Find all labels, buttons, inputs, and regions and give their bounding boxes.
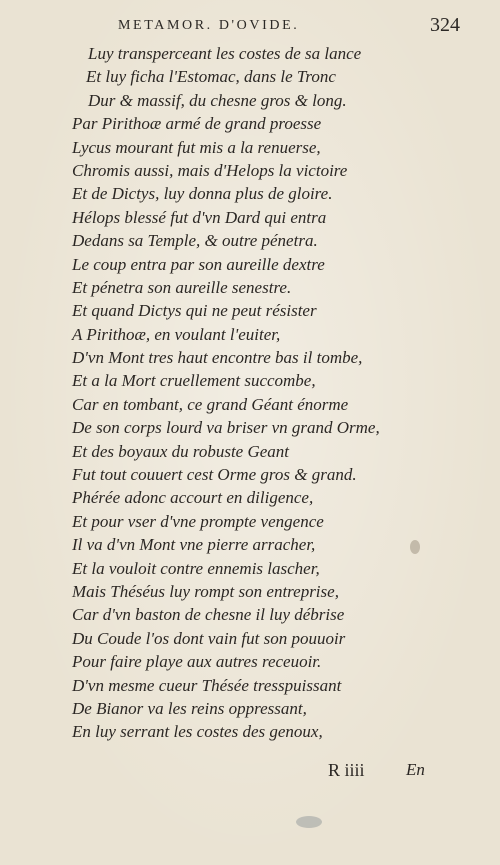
verse-line: Le coup entra par son aureille dextre [72,254,325,274]
verse-line: Dedans sa Temple, & outre pénetra. [72,231,318,251]
verse-line: Et pour vser d'vne prompte vengence [72,511,324,531]
verse-line: Et luy ficha l'Estomac, dans le Tronc [86,67,336,87]
verse-line: Et a la Mort cruellement succombe, [72,371,316,391]
verse-line: D'vn Mont tres haut encontre bas il tombe, [72,348,363,368]
verse-line: Chromis aussi, mais d'Helops la victoire [72,160,348,180]
verse-line: Et des boyaux du robuste Geant [72,441,290,461]
verse-line: Car en tombant, ce grand Géant énorme [72,394,349,414]
verse-line: Et la vouloit contre ennemis lascher, [72,558,320,578]
verse-block [0,42,500,744]
verse-line: Et de Dictys, luy donna plus de gloire. [72,184,333,204]
verse-line: Et quand Dictys qui ne peut résister [72,301,317,321]
page-number: 324 [430,14,460,36]
verse-line: Fut tout couuert cest Orme gros & grand. [72,465,357,485]
verse-line: Pour faire playe aux autres receuoir. [72,652,322,672]
verse-line: Car d'vn baston de chesne il luy débrise [72,605,345,625]
verse-line: Et pénetra son aureille senestre. [72,277,292,297]
verse-line: Luy transperceant les costes de sa lance [88,44,362,63]
verse-line: Il va d'vn Mont vne pierre arracher, [72,535,316,555]
verse-line: D'vn mesme cueur Thésée tresspuissant [72,675,342,695]
verse-line: Hélops blessé fut d'vn Dard qui entra [72,207,327,227]
page-footer [0,760,500,790]
verse-line: Du Coude l'os dont vain fut son pouuoir [72,628,346,648]
verse-line: Lycus mourant fut mis a la renuerse, [72,137,321,157]
verse-line: Phérée adonc accourt en diligence, [72,488,314,508]
running-title: METAMOR. D'OVIDE. [118,18,300,33]
verse-line: De son corps lourd va briser vn grand Orme, [72,418,380,438]
verse-line: De Bianor va les reins oppressant, [72,698,307,718]
verse-line: Mais Théséus luy rompt son entreprise, [72,581,339,601]
verse-line: En luy serrant les costes des genoux, [72,722,323,742]
library-stamp [296,816,322,828]
signature-mark: R iiii [328,760,365,780]
ink-spot [410,540,420,554]
verse-line: Dur & massif, du chesne gros & long. [88,90,347,110]
verse-line: A Pirithoæ, en voulant l'euiter, [72,324,281,344]
verse-line: Par Pirithoæ armé de grand proesse [72,114,322,134]
catchword: En [406,760,425,779]
page-header [0,14,500,40]
